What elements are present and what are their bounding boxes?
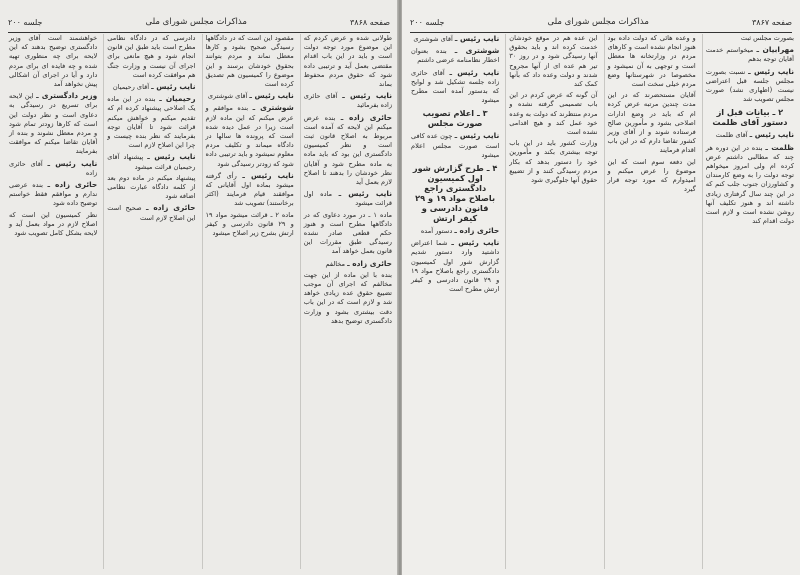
paragraph-text: پیشنهاد میکنم در ماده دوم بعد از کلمه دادگاه عبارت نظامی اضافه شود	[107, 173, 196, 201]
paragraph	[411, 34, 499, 44]
paragraph	[411, 238, 499, 294]
speaker-name: حائری زاده ـ	[146, 203, 196, 213]
paragraph-text: آقای حائری زاده	[9, 159, 98, 177]
paragraph-text: این لایحه برای تسریع در رسیدگی به دعاوی است و نظر دولت این است که کارها زودتر تمام شود و مردم معطل نشوند و بنده از آقایان تقاضا میکنم که موافقت بفرمایند	[9, 92, 98, 156]
paragraph	[9, 211, 97, 239]
paragraph	[107, 94, 195, 150]
section-heading: ۴ ـ طرح گزارش شور اول کمیسیون دادگستری راجع باصلاح مواد ۱۹ و ۲۹ قانون دادرسی و کیفر ارتش	[412, 163, 498, 224]
paragraph-text: دادرسی که در دادگاه نظامی مطرح است باید طبق این قانون انجام شود و هیچ مانعی برای اجرای آن نیست و وزارت جنگ هم موافقت کرده است	[107, 34, 196, 79]
paragraph-text: آقای شوشتری	[413, 35, 453, 43]
speaker-name: حائری زاده ـ	[47, 180, 98, 190]
paragraph	[304, 113, 392, 188]
paragraph-text: بنده بعنوان اخطار نظامنامه عرضی داشتم	[411, 47, 500, 65]
paragraph-text: بنده در این دوره هر چند که مطالبی داشتم عرض کرده ام ولی امروز میخواهم توجه دولت را به وضع کارمندان و کشاورزان جنوب جلب کنم که در این چند سال گرفتاری زیادی داشته اند و هنوز تکلیف آنها روشن نشده است و لازم است دولت اقدام کند	[705, 143, 794, 226]
paragraph-text: بنده موافقم و عرض میکنم که این ماده لازم است زیرا در عمل دیده شده است که پرونده ها سالها در دادگاه میماند و تکلیف مردم معلوم نمیشود و باید ترتیبی داده شود که زودتر رسیدگی شود	[205, 104, 294, 168]
paragraph-text: آقایان مستحضرند که در این مدت چندین مرتبه عرض کرده ام که باید در وضع ادارات اصلاحی بشود و مأمورین صالح فرستاده شوند و از آقای وزیر کشور تقاضا دارم که در این باب اقدام فرمایند	[607, 91, 696, 155]
speaker-name: حائری زاده ـ	[454, 226, 500, 236]
paragraph	[206, 171, 294, 209]
speaker-name: شوشتری ـ	[252, 103, 294, 113]
paragraph	[509, 34, 597, 89]
paragraph-text: پیشنهاد آقای رحیمیان قرائت میشود	[107, 153, 196, 171]
session-number: جلسه ۲۰۰	[410, 17, 445, 27]
paragraph-text: چون عده کافی است صورت مجلس اعلام میشود	[411, 132, 500, 159]
paragraph	[509, 139, 597, 185]
text-column	[103, 34, 195, 569]
paragraph	[706, 67, 794, 105]
paragraph	[304, 34, 392, 89]
paragraph-text: طولانی شده و عرض کردم که این موضوع مورد توجه دولت است و باید در این باب اقدام مقتضی بعمل آید و ترتیبی داده شود که حقوق مردم محفوظ بماند	[303, 34, 392, 89]
speaker-name: شوشتری ـ	[454, 46, 500, 56]
paragraph-text: بنده عرضی ندارم و موافقم فقط خواستم توضیح داده شود	[9, 181, 98, 208]
paragraph	[107, 34, 195, 80]
paragraph	[706, 45, 794, 64]
paragraph	[608, 158, 696, 195]
paragraph	[608, 34, 696, 89]
paragraph-text: بنده عرض میکنم این لایحه که آمده است مربوط به اصلاح قانون ثبت است و نظر کمیسیون دادگستری این بود که باید ماده به ماده مطرح شود و آقایان نظر خودشان را بدهند تا اصلاح لازم بعمل آید	[303, 113, 392, 187]
text-column	[702, 34, 794, 569]
paragraph-text: نظر کمیسیون این است که اصلاح لازم در مواد بعمل آید و لایحه بشکل کامل تصویب شود	[9, 210, 98, 238]
paragraph	[304, 259, 392, 269]
page-header	[410, 14, 792, 33]
paragraph-text: میخواستم خدمت آقایان توجه بدهم	[705, 46, 794, 64]
paragraph-text: بنده در این ماده یک اصلاحی پیشنهاد کرده ام که تقدیم میکنم و خواهش میکنم قرائت شود تا آقایان توجه بفرمایند که نظر بنده چیست و چرا این اصلاح لازم است	[107, 95, 196, 150]
paragraph	[608, 91, 696, 155]
paragraph-text: آن گونه که عرض کردم در این باب تصمیمی گرفته نشده و مردم منتظرند که دولت به وعده خود عمل کند و هیچ اقدامی نشده است	[509, 91, 598, 137]
paragraph-text: شما اعتراض داشتید وارد دستور شدیم گزارش شور اول کمیسیون دادگستری راجع باصلاح مواد ۱۹ و ۲۹ قانون دادرسی و کیفر ارتش مطرح است	[411, 239, 500, 294]
text-column	[300, 34, 392, 569]
paragraph	[107, 152, 195, 171]
section-heading: ۳ ـ اعلام تصویب صورت مجلس	[422, 108, 488, 129]
speaker-name: نایب رئیس ـ	[454, 131, 500, 141]
speaker-name: نایب رئیس ـ	[151, 82, 196, 92]
paragraph-text: آقای ظلمت	[715, 131, 748, 140]
paragraph-text: این دفعه سوم است که این موضوع را عرض میکنم و امیدوارم که مورد توجه قرار گیرد	[607, 157, 696, 194]
page-header	[8, 14, 390, 33]
paragraph	[206, 34, 294, 89]
paragraph	[304, 189, 392, 208]
speaker-name: نایب رئیس ـ	[454, 34, 500, 43]
speaker-name: نایب رئیس ـ	[249, 91, 294, 101]
paragraph-text: نسبت بصورت مجلس جلسه قبل اعتراضی نیست (اظهاری نشد) صورت مجلس تصویب شد	[705, 67, 794, 104]
paragraph	[9, 180, 97, 209]
paragraph	[706, 130, 794, 140]
paragraph	[411, 68, 499, 106]
speaker-name: نایب رئیس ـ	[338, 189, 392, 199]
text-columns	[408, 34, 794, 569]
paragraph-text: بنده با این ماده از این جهت مخالفم که اجرای آن موجب تضییع حقوق عده زیادی خواهد شد و لازم است که در این باب دقت بیشتری بشود و وزارت دادگستری توضیح بدهد	[303, 270, 392, 325]
paragraph-text: خواهشمند است آقای وزیر دادگستری توضیح بدهند که این لایحه برای چه منظوری تهیه شده و چه فایده ای برای مردم دارد و آیا در اجرای آن اشکالی پیش نخواهد آمد	[9, 34, 98, 89]
paragraph-text: دستور آمده	[420, 227, 453, 236]
speaker-name: مهرابیان ـ	[756, 45, 794, 55]
paragraph	[304, 271, 392, 326]
left-page	[0, 0, 398, 575]
text-column	[202, 34, 294, 569]
paragraph	[9, 34, 97, 89]
paragraph-text: مقصود این است که در دادگاهها رسیدگی صحیح بشود و کارها معطل نماند و مردم بتوانند بحقوق خودشان برسند و این موضوع را کمیسیون هم تصدیق کرده است	[205, 34, 294, 89]
paragraph	[509, 91, 597, 137]
paragraph	[411, 46, 499, 65]
paragraph	[107, 203, 195, 222]
publication-title: مذاکرات مجلس شورای ملی	[547, 17, 649, 27]
paragraph-text: وزارت کشور باید در این باب توجه بیشتری بکند و مأمورین خود را دستور بدهد که بکار مردم رسیدگی کنند و از تضییع حقوق آنها جلوگیری شود	[509, 139, 598, 185]
speaker-name: نایب رئیس ـ	[147, 152, 196, 162]
session-number: جلسه ۲۰۰	[8, 17, 43, 27]
publication-title: مذاکرات مجلس شورای ملی	[145, 17, 247, 27]
paragraph-text: آقای رحیمیان	[112, 83, 150, 92]
paragraph	[9, 159, 97, 178]
paragraph	[706, 34, 794, 43]
paragraph	[107, 82, 195, 92]
speaker-name: ظلمت ـ	[765, 142, 794, 152]
section-heading: ۲ ـ بیانات قبل از دستور آقای ظلمت	[712, 107, 788, 128]
page-number: صفحه ۳۸۶۸	[349, 17, 390, 27]
speaker-name: نایب رئیس ـ	[342, 91, 392, 101]
paragraph-text: این عده هم در موقع خودشان خدمت کرده اند و باید بحقوق آنها رسیدگی شود و در روز ۳۰ تیر هم عده ای از آنها مجروح شدند و دولت وعده داد که بآنها کمک کند	[509, 34, 598, 89]
text-column	[604, 34, 696, 569]
paragraph	[706, 143, 794, 227]
paragraph	[411, 131, 499, 160]
paragraph	[206, 91, 294, 101]
paragraph	[206, 103, 294, 168]
speaker-name: نایب رئیس ـ	[47, 158, 98, 168]
speaker-name: نایب رئیس ـ	[451, 238, 500, 248]
speaker-name: نایب رئیس ـ	[242, 170, 294, 180]
speaker-name: نایب رئیس ـ	[749, 130, 794, 140]
speaker-name: نایب رئیس ـ	[449, 67, 500, 77]
paragraph-text: آقای حائری زاده بفرمائید	[303, 92, 392, 110]
speaker-name: نایب رئیس ـ	[748, 66, 794, 76]
text-columns	[6, 34, 392, 569]
paragraph	[304, 91, 392, 110]
paragraph	[304, 211, 392, 257]
text-column	[408, 34, 499, 569]
paragraph-text: رأی گرفته میشود بماده اول آقایانی که موافقند قیام فرمایند (اکثر برخاستند) تصویب شد	[205, 171, 294, 208]
speaker-name: حائری زاده ـ	[347, 258, 392, 268]
paragraph-text: آقای حائری زاده جلسه تشکیل شد و لوایح که بدستور آمده است مطرح میشود	[411, 68, 500, 105]
paragraph-text: و وعده هائی که دولت داده بود هنوز انجام نشده است و کارهای مردم در وزارتخانه ها معطل است و توجهی به آن نمیشود و مخصوصا در شهرستانها وضع مردم خیلی سخت است	[607, 34, 696, 89]
paragraph-text: صحیح است این اصلاح لازم است	[107, 204, 196, 222]
text-column	[6, 34, 97, 569]
page-number: صفحه ۳۸۶۷	[751, 17, 792, 27]
paragraph-text: آقای شوشتری	[207, 92, 248, 101]
paragraph	[411, 226, 499, 236]
speaker-name: حائری زاده ـ	[340, 112, 392, 122]
text-column	[505, 34, 597, 569]
paragraph-text: ماده ۲ ـ قرائت میشود مواد ۱۹ و ۲۹ قانون دادرسی و کیفر ارتش بشرح زیر اصلاح میشود	[205, 210, 294, 238]
speaker-name: وزیر دادگستری ـ	[36, 91, 98, 101]
paragraph-text: ماده ۱ ـ در مورد دعاوی که در دادگاهها مطرح است و هنوز حکم قطعی صادر نشده رسیدگی طبق مقررات این قانون بعمل خواهد آمد	[303, 210, 392, 256]
paragraph	[9, 91, 97, 156]
paragraph-text: ماده اول قرائت میشود	[303, 190, 392, 208]
paragraph-text: مخالفم	[325, 259, 346, 268]
paragraph	[206, 211, 294, 239]
right-page	[402, 0, 800, 575]
paragraph	[107, 174, 195, 202]
speaker-name: رحیمیان ـ	[159, 94, 196, 104]
paragraph-text: بصورت مجلس ثبت	[740, 34, 794, 42]
